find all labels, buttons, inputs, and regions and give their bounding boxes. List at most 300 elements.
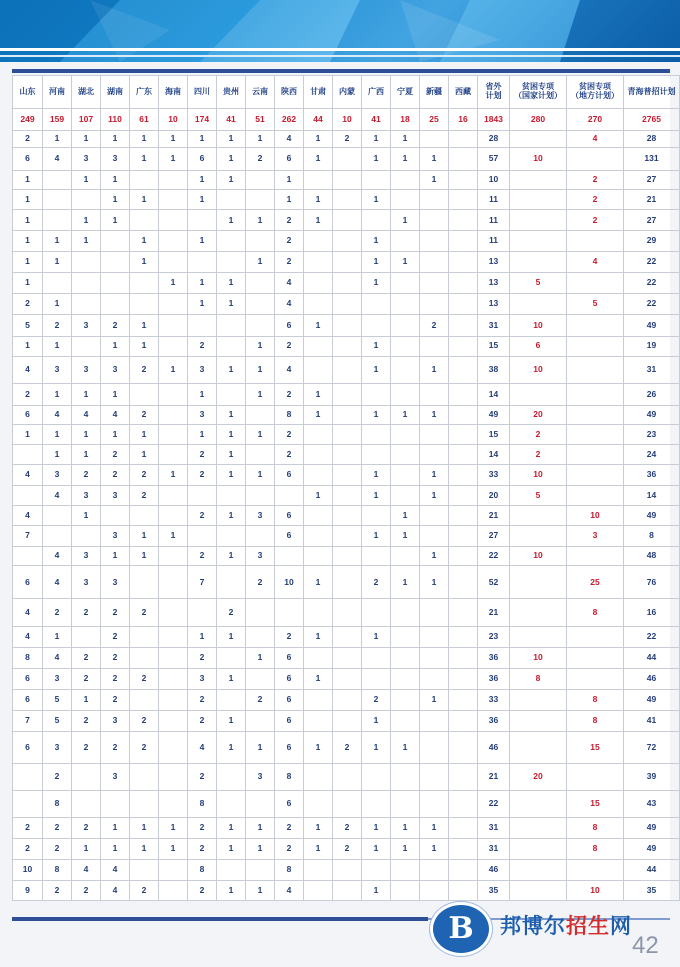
table-cell	[246, 190, 275, 210]
table-cell: 4	[567, 252, 624, 273]
table-cell	[13, 546, 43, 566]
table-cell	[246, 859, 275, 880]
table-cell: 1	[130, 818, 159, 839]
bottom-rule	[12, 917, 428, 921]
table-cell: 6	[13, 689, 43, 710]
table-cell: 2	[275, 839, 304, 860]
table-cell: 13	[478, 293, 510, 314]
table-cell: 27	[624, 170, 680, 190]
table-cell	[449, 647, 478, 668]
logo-brand-highlight: 招生	[566, 915, 610, 938]
table-cell	[449, 130, 478, 147]
table-cell: 3	[567, 525, 624, 546]
table-cell: 1	[217, 356, 246, 383]
table-cell	[333, 336, 362, 356]
table-cell: 4	[275, 130, 304, 147]
table-cell	[275, 598, 304, 626]
table-cell	[130, 763, 159, 790]
column-header: 宁夏	[391, 76, 420, 109]
table-cell: 1	[217, 445, 246, 465]
table-cell: 10	[567, 505, 624, 525]
table-cell	[304, 170, 333, 190]
table-cell	[420, 383, 449, 405]
table-cell	[304, 598, 333, 626]
table-cell	[420, 336, 449, 356]
table-cell: 1	[391, 566, 420, 598]
table-row	[13, 763, 680, 790]
table-cell	[420, 668, 449, 689]
table-cell	[510, 710, 567, 731]
table-row	[13, 839, 680, 860]
table-row	[13, 336, 680, 356]
table-cell: 4	[43, 647, 72, 668]
table-cell	[304, 272, 333, 293]
table-cell: 1	[72, 505, 101, 525]
table-cell	[304, 252, 333, 273]
table-cell: 2	[13, 383, 43, 405]
table-cell: 6	[13, 566, 43, 598]
table-cell: 1	[420, 546, 449, 566]
table-cell	[159, 731, 188, 763]
table-cell: 1	[362, 356, 391, 383]
table-cell	[101, 293, 130, 314]
table-cell: 20	[510, 763, 567, 790]
table-cell	[333, 314, 362, 336]
table-cell: 1	[217, 293, 246, 314]
table-cell: 8	[13, 647, 43, 668]
table-cell: 1	[246, 818, 275, 839]
table-cell	[130, 791, 159, 818]
table-cell	[333, 525, 362, 546]
table-cell: 1	[43, 627, 72, 648]
table-cell: 1	[217, 272, 246, 293]
table-row	[13, 252, 680, 273]
table-cell	[567, 668, 624, 689]
table-cell: 25	[567, 566, 624, 598]
table-cell: 1	[43, 293, 72, 314]
table-cell	[333, 486, 362, 506]
table-cell: 3	[246, 505, 275, 525]
table-cell: 2	[188, 880, 217, 900]
table-cell: 15	[567, 731, 624, 763]
total-cell: 44	[304, 109, 333, 131]
table-cell	[333, 689, 362, 710]
table-cell: 1	[13, 190, 43, 210]
table-cell	[333, 272, 362, 293]
table-cell: 2	[130, 710, 159, 731]
table-cell: 21	[478, 505, 510, 525]
table-cell: 2	[43, 818, 72, 839]
table-cell	[188, 314, 217, 336]
table-cell	[159, 293, 188, 314]
table-cell: 2	[333, 839, 362, 860]
table-cell	[304, 525, 333, 546]
table-cell	[333, 293, 362, 314]
table-cell: 2	[130, 598, 159, 626]
table-cell: 3	[188, 405, 217, 425]
table-cell	[217, 647, 246, 668]
table-cell: 1	[420, 839, 449, 860]
table-cell	[567, 627, 624, 648]
table-cell: 3	[43, 356, 72, 383]
table-cell	[391, 314, 420, 336]
table-cell: 21	[624, 190, 680, 210]
page-number: 42	[632, 932, 659, 959]
table-cell: 4	[567, 130, 624, 147]
column-header: 四川	[188, 76, 217, 109]
table-cell: 1	[362, 710, 391, 731]
table-cell	[420, 190, 449, 210]
table-cell	[449, 818, 478, 839]
table-cell	[333, 147, 362, 170]
table-cell: 1	[304, 130, 333, 147]
table-cell: 2	[188, 465, 217, 486]
table-cell: 1	[217, 130, 246, 147]
table-cell	[362, 647, 391, 668]
column-header: 贫困专项 （地方计划）	[567, 76, 624, 109]
table-cell: 1	[101, 336, 130, 356]
table-cell	[217, 336, 246, 356]
table-cell	[333, 710, 362, 731]
table-cell	[510, 839, 567, 860]
table-cell: 1	[72, 839, 101, 860]
table-cell: 6	[13, 405, 43, 425]
table-cell	[510, 210, 567, 231]
table-cell	[362, 293, 391, 314]
table-cell: 1	[159, 839, 188, 860]
table-cell	[304, 465, 333, 486]
table-cell	[391, 627, 420, 648]
table-cell	[188, 486, 217, 506]
table-cell: 1	[420, 486, 449, 506]
table-cell: 1	[246, 383, 275, 405]
table-cell	[72, 252, 101, 273]
table-cell: 1	[362, 231, 391, 252]
table-cell: 6	[275, 710, 304, 731]
table-cell: 2	[13, 130, 43, 147]
table-cell	[362, 170, 391, 190]
table-cell	[159, 668, 188, 689]
table-cell: 1	[43, 383, 72, 405]
table-cell: 8	[275, 763, 304, 790]
table-cell	[567, 272, 624, 293]
table-cell: 31	[478, 314, 510, 336]
table-cell	[333, 598, 362, 626]
table-cell: 8	[624, 525, 680, 546]
table-row	[13, 647, 680, 668]
table-cell: 36	[478, 647, 510, 668]
table-cell	[217, 314, 246, 336]
total-cell: 51	[246, 109, 275, 131]
table-cell	[159, 486, 188, 506]
table-cell	[72, 293, 101, 314]
table-cell: 1	[101, 383, 130, 405]
table-cell	[130, 566, 159, 598]
table-cell: 16	[624, 598, 680, 626]
table-cell: 1	[13, 231, 43, 252]
table-cell: 1	[72, 425, 101, 445]
table-cell	[391, 272, 420, 293]
table-cell	[333, 356, 362, 383]
table-cell	[449, 627, 478, 648]
table-cell	[449, 791, 478, 818]
table-cell: 2	[43, 598, 72, 626]
table-cell: 10	[510, 356, 567, 383]
table-cell: 3	[72, 566, 101, 598]
table-cell: 2	[72, 465, 101, 486]
table-cell	[159, 210, 188, 231]
table-cell: 2	[188, 818, 217, 839]
table-cell: 44	[624, 859, 680, 880]
table-cell: 1	[43, 252, 72, 273]
table-cell: 1	[130, 231, 159, 252]
table-cell: 1	[362, 336, 391, 356]
table-cell: 6	[510, 336, 567, 356]
table-cell	[246, 231, 275, 252]
table-cell: 2	[333, 818, 362, 839]
column-header: 新疆	[420, 76, 449, 109]
table-cell: 2	[275, 210, 304, 231]
table-cell	[449, 405, 478, 425]
table-cell: 2	[13, 818, 43, 839]
column-header: 西藏	[449, 76, 478, 109]
table-cell: 2	[246, 689, 275, 710]
table-cell: 4	[101, 405, 130, 425]
table-cell	[362, 314, 391, 336]
table-cell	[304, 505, 333, 525]
table-cell: 3	[43, 465, 72, 486]
table-cell: 2	[567, 210, 624, 231]
table-cell: 1	[304, 147, 333, 170]
table-cell: 14	[478, 383, 510, 405]
table-cell: 1	[304, 314, 333, 336]
total-cell: 270	[567, 109, 624, 131]
logo-text	[500, 910, 632, 940]
table-cell: 5	[43, 689, 72, 710]
table-cell: 10	[510, 314, 567, 336]
table-cell	[420, 598, 449, 626]
table-cell	[246, 405, 275, 425]
table-cell	[333, 668, 362, 689]
table-cell: 8	[275, 859, 304, 880]
table-cell: 1	[420, 405, 449, 425]
table-cell	[188, 598, 217, 626]
table-cell: 1	[188, 425, 217, 445]
table-cell: 1	[391, 210, 420, 231]
table-cell: 1	[130, 147, 159, 170]
table-cell: 22	[624, 293, 680, 314]
table-cell: 22	[624, 252, 680, 273]
table-cell	[510, 598, 567, 626]
table-cell: 15	[478, 336, 510, 356]
table-cell: 2	[101, 314, 130, 336]
table-row	[13, 689, 680, 710]
table-cell: 2	[72, 880, 101, 900]
table-row	[13, 525, 680, 546]
table-row	[13, 791, 680, 818]
table-cell: 3	[43, 731, 72, 763]
table-cell: 26	[624, 383, 680, 405]
table-cell: 29	[624, 231, 680, 252]
table-cell	[391, 791, 420, 818]
table-cell	[72, 525, 101, 546]
table-cell	[217, 859, 246, 880]
table-cell: 3	[72, 314, 101, 336]
table-cell	[159, 314, 188, 336]
table-cell: 1	[420, 689, 449, 710]
table-cell	[159, 647, 188, 668]
table-cell: 8	[188, 859, 217, 880]
table-cell	[159, 880, 188, 900]
table-cell: 1	[130, 839, 159, 860]
table-row	[13, 190, 680, 210]
table-cell	[72, 791, 101, 818]
table-cell	[449, 252, 478, 273]
table-cell: 1	[362, 130, 391, 147]
table-cell: 1	[246, 130, 275, 147]
table-cell: 8	[275, 405, 304, 425]
table-cell	[510, 566, 567, 598]
table-row	[13, 505, 680, 525]
table-row	[13, 210, 680, 231]
table-cell	[246, 314, 275, 336]
table-row	[13, 356, 680, 383]
table-cell: 1	[304, 486, 333, 506]
table-cell	[510, 791, 567, 818]
table-cell: 3	[72, 356, 101, 383]
table-cell: 4	[13, 598, 43, 626]
table-cell	[159, 763, 188, 790]
table-cell: 2	[101, 445, 130, 465]
table-row	[13, 130, 680, 147]
table-cell: 1	[130, 445, 159, 465]
table-cell: 2	[13, 839, 43, 860]
enrollment-plan-table	[12, 75, 680, 901]
table-cell: 1	[304, 566, 333, 598]
table-cell: 9	[13, 880, 43, 900]
table-cell	[510, 505, 567, 525]
table-cell: 23	[478, 627, 510, 648]
table-cell: 1	[275, 170, 304, 190]
table-cell: 8	[510, 668, 567, 689]
table-cell	[567, 383, 624, 405]
table-cell: 1	[72, 170, 101, 190]
table-cell: 1	[159, 272, 188, 293]
table-cell	[43, 525, 72, 546]
table-cell	[246, 445, 275, 465]
table-cell	[449, 445, 478, 465]
table-cell: 6	[275, 314, 304, 336]
table-cell: 1	[420, 566, 449, 598]
table-row	[13, 425, 680, 445]
table-cell: 2	[130, 880, 159, 900]
table-cell: 44	[624, 647, 680, 668]
table-cell	[159, 627, 188, 648]
table-cell: 1	[304, 383, 333, 405]
table-cell: 1	[72, 445, 101, 465]
table-cell	[362, 210, 391, 231]
table-cell	[101, 505, 130, 525]
table-cell	[333, 210, 362, 231]
table-cell	[391, 336, 420, 356]
table-cell	[449, 231, 478, 252]
table-cell: 33	[478, 689, 510, 710]
table-top-rule	[12, 69, 670, 73]
table-cell: 15	[567, 791, 624, 818]
table-cell: 2	[101, 598, 130, 626]
table-cell: 131	[624, 147, 680, 170]
table-cell: 35	[624, 880, 680, 900]
table-cell: 4	[13, 505, 43, 525]
table-cell: 1	[246, 465, 275, 486]
header-banner	[0, 0, 680, 62]
table-cell: 1	[362, 147, 391, 170]
table-cell: 1	[246, 647, 275, 668]
table-cell: 31	[478, 839, 510, 860]
table-row	[13, 710, 680, 731]
table-cell: 1	[391, 839, 420, 860]
table-cell	[13, 445, 43, 465]
table-cell	[246, 293, 275, 314]
table-cell: 6	[275, 731, 304, 763]
table-cell: 8	[567, 818, 624, 839]
table-cell: 35	[478, 880, 510, 900]
table-cell	[333, 231, 362, 252]
table-cell: 1	[159, 818, 188, 839]
table-cell: 1	[362, 731, 391, 763]
table-cell: 1	[159, 130, 188, 147]
table-cell: 1	[43, 425, 72, 445]
table-cell	[510, 859, 567, 880]
table-cell: 6	[275, 689, 304, 710]
table-cell: 2	[188, 505, 217, 525]
total-cell: 1843	[478, 109, 510, 131]
table-cell: 10	[275, 566, 304, 598]
total-cell: 174	[188, 109, 217, 131]
table-cell	[362, 445, 391, 465]
table-cell: 3	[101, 710, 130, 731]
table-cell: 2	[275, 336, 304, 356]
table-cell: 1	[217, 546, 246, 566]
table-cell: 2	[43, 839, 72, 860]
table-cell: 1	[101, 210, 130, 231]
table-cell	[420, 210, 449, 231]
table-cell: 2	[130, 356, 159, 383]
table-cell	[567, 147, 624, 170]
column-header: 甘肃	[304, 76, 333, 109]
table-cell: 1	[159, 465, 188, 486]
table-cell	[449, 336, 478, 356]
table-cell: 1	[362, 486, 391, 506]
table-cell: 36	[478, 668, 510, 689]
table-cell	[391, 383, 420, 405]
total-cell: 41	[217, 109, 246, 131]
table-cell: 1	[391, 505, 420, 525]
table-cell: 3	[188, 668, 217, 689]
table-cell	[159, 710, 188, 731]
table-cell	[420, 647, 449, 668]
table-cell: 1	[217, 210, 246, 231]
table-cell: 2	[567, 170, 624, 190]
table-cell	[130, 505, 159, 525]
table-cell	[362, 668, 391, 689]
table-cell	[420, 231, 449, 252]
table-cell: 3	[101, 147, 130, 170]
table-cell: 1	[246, 336, 275, 356]
table-cell	[510, 252, 567, 273]
table-cell	[159, 425, 188, 445]
table-cell: 6	[13, 731, 43, 763]
